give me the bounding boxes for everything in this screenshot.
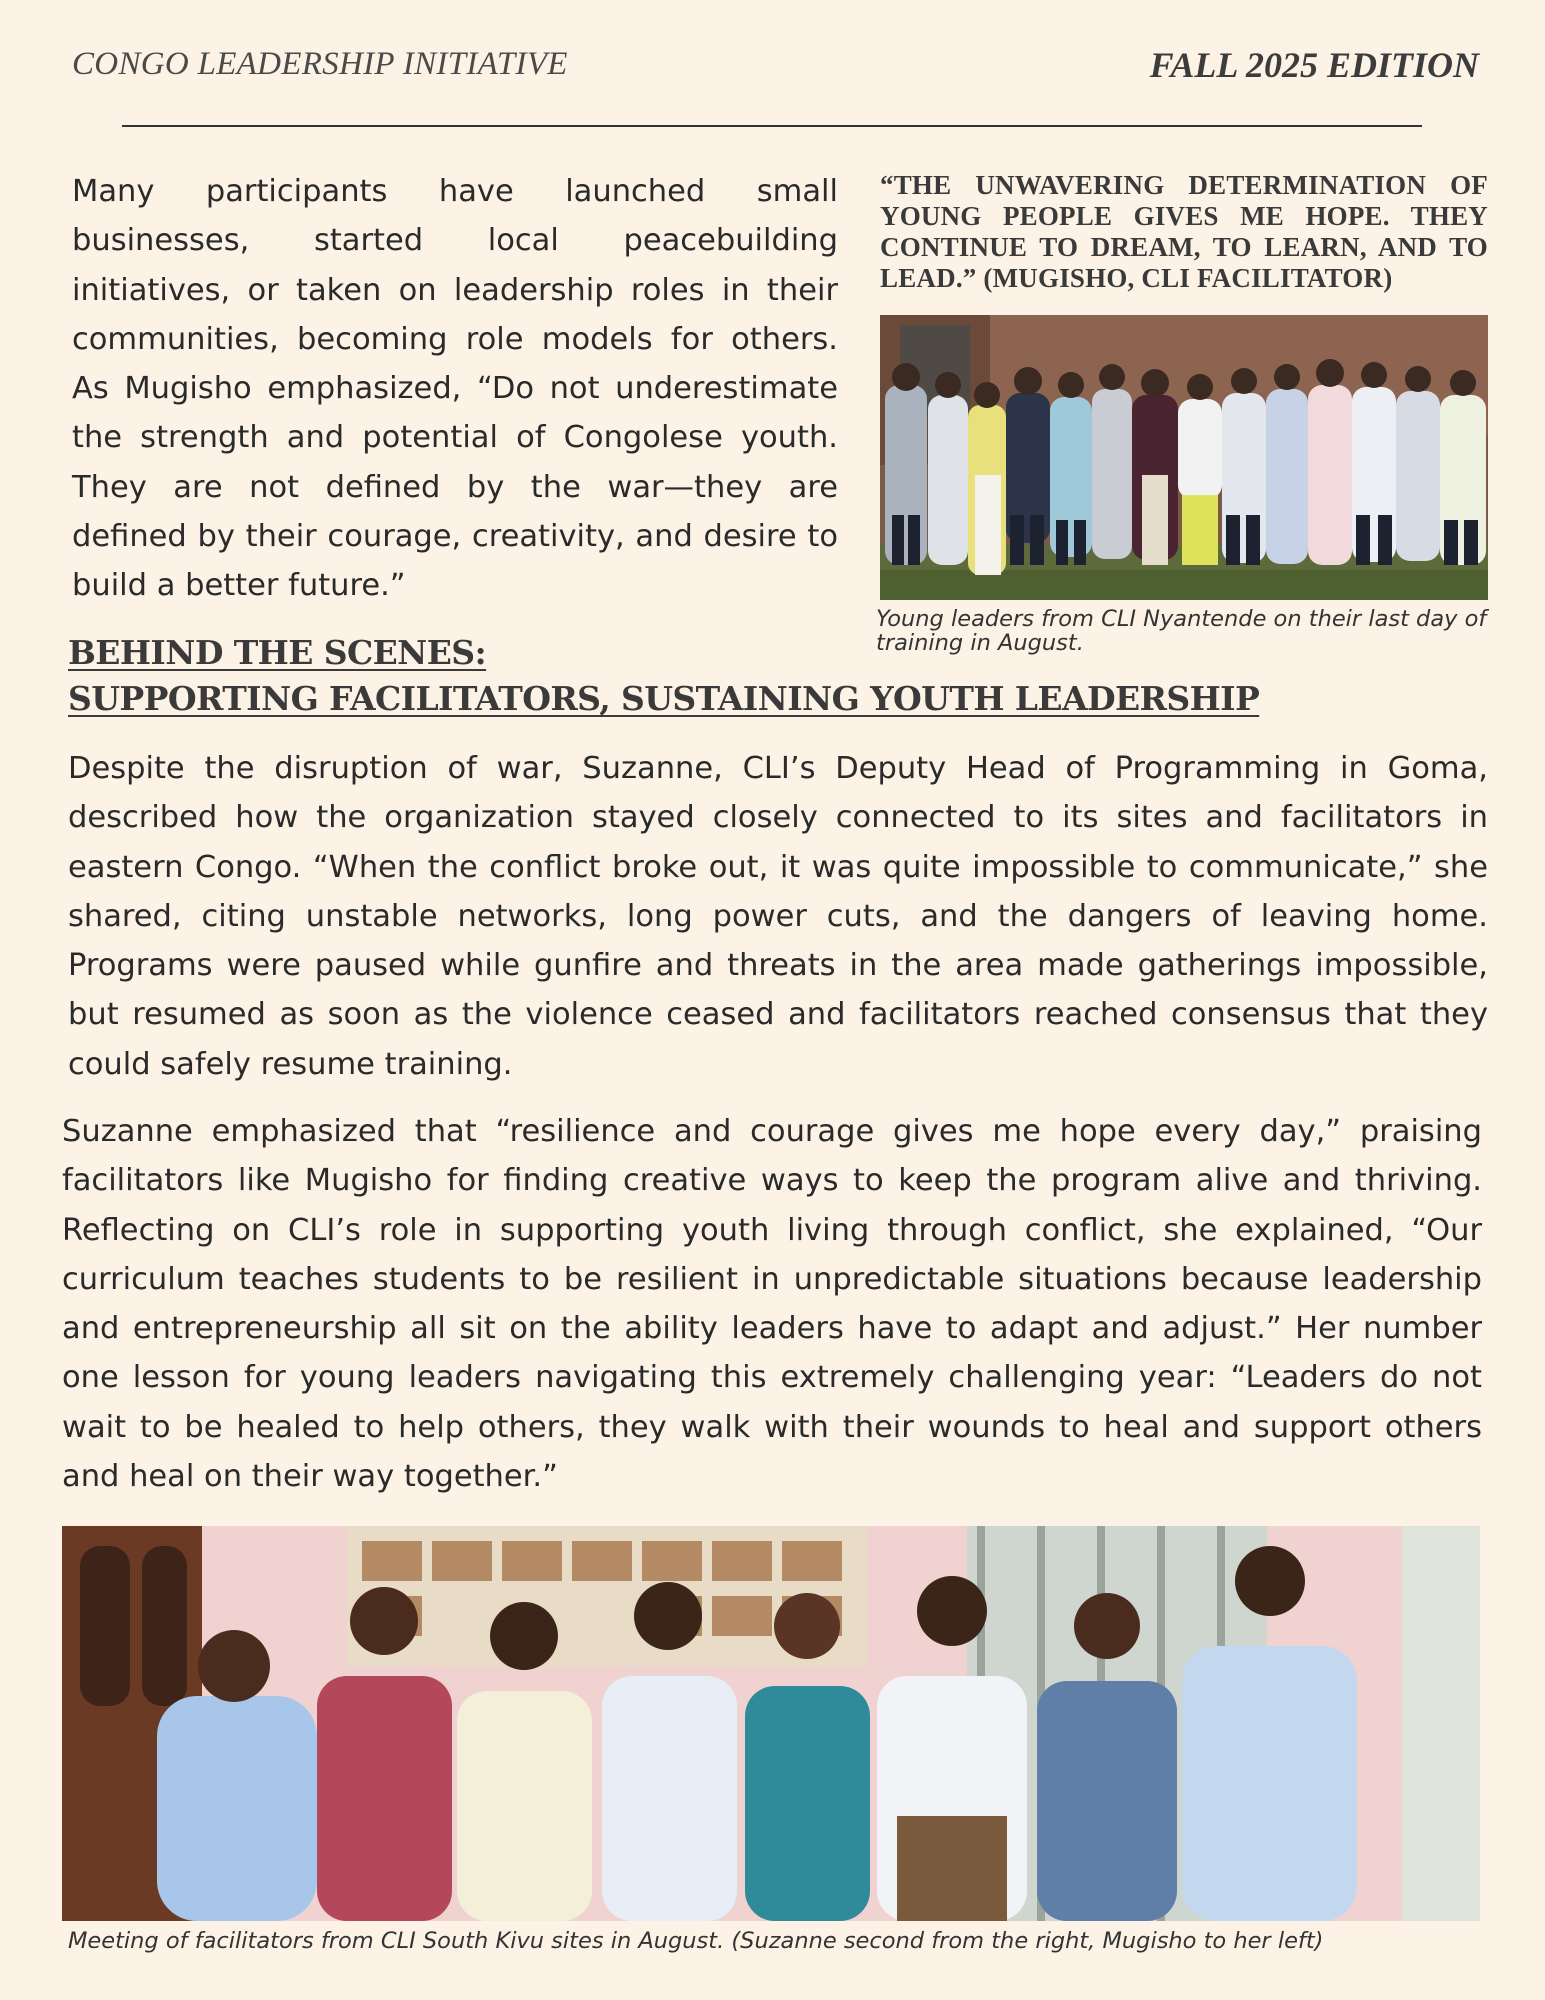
photo-top-caption: Young leaders from CLI Nyantende on their last day of training in August. <box>876 606 1487 656</box>
section-heading <box>68 630 1259 722</box>
photo-facilitators-meeting <box>62 1526 1480 1921</box>
header-edition: FALL 2025 EDITION <box>1149 45 1479 85</box>
section-heading-line2: SUPPORTING FACILITATORS, SUSTAINING YOUTH LEADERSHIP <box>68 679 1260 718</box>
header-divider <box>122 125 1422 127</box>
paragraph-disruption: Despite the disruption of war, Suzanne, CLI’s Deputy Head of Programming in Goma, described how the organization stayed closely connected to its sites and facilitators in eastern Congo. “When the conflict broke out, it was quite impossible to communicate,” she shared, citing unstable networks, long power cuts, and the dangers of leaving home. Programs were paused while gunfire and threats in the area made gatherings impossible, but resumed as soon as the violence ceased and facilitators reached consensus that they could safely resume training. <box>68 751 1488 1082</box>
photo-young-leaders-group <box>880 315 1488 600</box>
intro-paragraph: Many participants have launched small businesses, started local peacebuilding initiatives, or taken on leadership roles in their communities, becoming role models for others. As Mugisho emphasized, “Do not underestimate the strength and potential of Congolese youth. They are not defined by the war—they are defined by their courage, creativity, and desire to build a better future.” <box>72 174 838 604</box>
pull-quote: “THE UNWAVERING DETERMINATION OF YOUNG PEOPLE GIVES ME HOPE. THEY CONTINUE TO DREAM, TO LEARN, AND TO LEAD.” (MUGISHO, CLI FACILITATOR) <box>880 170 1488 293</box>
paragraph-resilience: Suzanne emphasized that “resilience and courage gives me hope every day,” praising facilitators like Mugisho for finding creative ways to keep the program alive and thriving. Reflecting on CLI’s role in supporting youth living through conflict, she explained, “Our curriculum teaches students to be resilient in unpredictable situations because leadership and entrepreneurship all sit on the ability leaders have to adapt and adjust.” Her number one lesson for young leaders navigating this extremely challenging year: “Leaders do not wait to be healed to help others, they walk with their wounds to heal and support others and heal on their way together.” <box>62 1114 1482 1495</box>
header-org-name: CONGO LEADERSHIP INITIATIVE <box>72 46 568 82</box>
section-heading-line1: BEHIND THE SCENES: <box>68 633 487 672</box>
photo-bottom-caption: Meeting of facilitators from CLI South Kivu sites in August. (Suzanne second from the right, Mugisho to her left) <box>68 1928 1324 1954</box>
